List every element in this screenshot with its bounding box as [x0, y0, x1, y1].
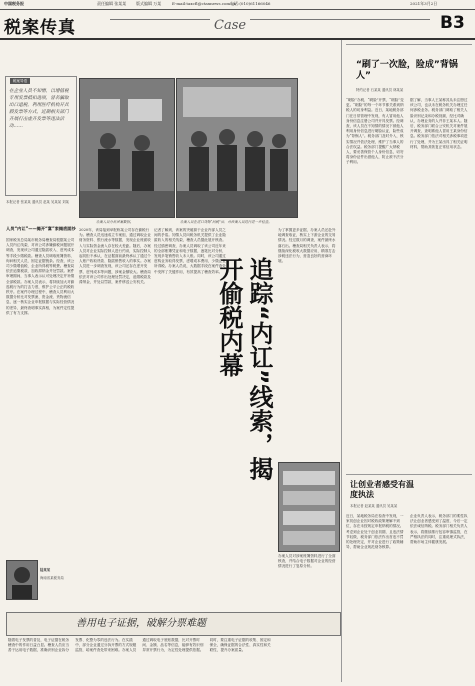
- middle-column-text-4: 办案人员对涉案账簿资料进行了全面核查，并结合电子数据对企业的经营情况进行了复原分析。: [278, 554, 336, 569]
- band-rule-right: [250, 19, 430, 20]
- photo-left-illustration: [80, 79, 174, 217]
- right-byline-top: 特约记者 石某某 通讯员 林某某: [356, 88, 404, 92]
- masthead: [0, 0, 475, 8]
- bottom-article-text: 随着电子发票的普及，电子证据在税务稽查中的作用日益凸显。稽查人员应当善于运用电子数据，准确识别企业拆分发票、化整为零的违法行为。在实践中，部分企业通过分拆开票的方式规避监管，给案件查处带来困难。办案人员通过调取电子底账数据，比对开票时间、金额、品名等信息，能够有效识别异常开票行为，为定性处理提供依据。同时，要注重电子证据的收集、固定和保全，确保证据的合法性、真实性和关联性，提升办案质量。: [8, 638, 271, 653]
- left-column-text: 国家税务总局某市税务局稽查局根据某公司人员内讧线索，对该公司涉嫌偷税问题展开调查，发现该公司通过隐匿收入、虚列成本等手段少缴税款。稽查人员调取账簿资料、询问相关人员，固定证据链条。经查，该公司少缴增值税、企业所得税等税费。稽查局依法追缴税款、加收滞纳金并处罚款。案件审理期间，当事人表示认可处理决定并补缴全部税款。办案人员表示，将持续加大对偷逃税行为的打击力度，维护公平公正的税收秩序。在案件办理过程中，稽查人员利用大数据分析比对发票流、资金流、货物流信息，逐一核实企业申报数据与实际经营情况的差异，最终查明事实真相，为案件定性提供了有力支撑。: [6, 238, 75, 315]
- portrait-title: 海南省某税务局: [40, 576, 64, 580]
- author-portrait: [6, 560, 38, 600]
- email: E-mail:taxcfl@ctaxnews.com.cn: [172, 1, 237, 6]
- photo-right: [176, 78, 298, 218]
- photo-left-caption: 办案人员分析涉案数据。: [96, 220, 134, 224]
- right-headline-bottom: 让创业者感受有温度执法: [350, 480, 414, 499]
- photo-left: [79, 78, 175, 218]
- right-top-rule: [346, 44, 472, 45]
- date: 2021年3月2日: [410, 1, 438, 6]
- subhead: 人员“内讧”——揭开“富”家揭底面纱: [6, 226, 76, 231]
- layout-editor: 版式编辑 万某: [136, 1, 162, 6]
- photo-small: [278, 462, 340, 552]
- right-column-text-3: 近日，某地税务局在检查中发现，一家初创企业因对税收政策理解不到位，存在未按规定申报纳税的情况。考虑到企业处于创业初期，且违法情节轻微，税务部门依法作出首违不罚的处理决定，并对企业进行了政策辅导，帮助企业规范财务核算。: [346, 514, 404, 550]
- photo-right-caption: 办案人员在进口货物“问税”后，对涉案人员进行进一步检查。: [180, 220, 272, 224]
- photo-right-illustration: [177, 79, 297, 217]
- intro-text: 在企业人员不知情，以增值税专用发票抵扣进项，冒名骗取出口退税，利用医疗机构开具假发票等方式，近期相关部门开展打击虚开发票等违法活动……: [9, 89, 69, 129]
- right-byline-bottom: 本报记者 赵某某 通讯员 吴某某: [350, 504, 398, 508]
- right-column-text-2: 据了解，当事人王某称其从未注册过该公司，也从未在税务机关办理过任何涉税业务。税务部门调取了相关人脸识别记录和办税视频，经比对确认，办理业务的人并非王某本人。随后，税务部门联合公安机关对案件展开调查，查明系他人冒用王某身份信息。税务部门依法对相关涉税事项进行了处理，并为王某出具了相关证明材料，帮助其恢复正常信用状态。: [410, 98, 468, 149]
- editor: 责任编辑 张某某: [97, 1, 127, 6]
- portrait-name: 陆某某: [40, 568, 51, 572]
- band-rule-left: [110, 19, 210, 20]
- right-headline-top: “刷了一次脸，险成”背锅人”: [356, 60, 458, 81]
- author-line: 本报记者 张某某 通讯员 赵某 吴某某 刘某: [6, 200, 70, 204]
- middle-column-text-3: 为了掌握更多证据，办案人员还赴外地调查取证，核实上下游企业的交易情况。经过数月的调查，案件最终水落石出。稽查局相关负责人表示，将继续深化税收大数据应用，精准打击涉税违法行为，营造良好的营商环境。: [278, 228, 336, 264]
- middle-column-text-1: 2020年，该局接到举报称某公司存在偷税行为。稽查人员迅速成立专案组，通过调取企业财务资料、银行流水等数据，发现企业账面收入与实际资金流入存在较大差距。随后，办案人员对企业实际控制人进行约谈，实际控制人起初拒不承认，在证据面前最终承认了通过个人账户收取货款、隐匿销售收入的事实。办案人员进一步调查发现，该公司还存在虚开发票、虚列成本等问题，涉案金额较大。稽查局依法对该公司作出处理处罚决定，追缴税款及滞纳金，并处以罚款，案件移送公安机关。: [79, 228, 151, 285]
- right-column-text-1: “刷脸”办税、“刷脸”开票，“刷脸”变更。“刷脸”的每一个环节都关系到纳税人的切身利益。近日，某地税务部门在日常管理中发现，有人冒用他人身份信息注册公司并开具发票。经调查，该人员在不知情的情况下被他人利用身份信息进行刷脸认证，险些成为“背锅人”。税务部门及时介入，核实情况并依法处理，维护了当事人的合法权益。税务部门提醒广大纳税人，要妥善保管个人身份信息，切勿将身份证件出借他人，防止被不法分子利用。: [346, 98, 404, 165]
- case-word: Case: [214, 18, 247, 33]
- paper-name: 中国税务报: [4, 1, 24, 6]
- photo-small-illustration: [279, 463, 339, 551]
- bottom-strip-title: 善用电子证据，破解分票难题: [76, 618, 206, 629]
- right-column-text-4: 企业负责人表示，税务部门的柔性执法让创业者感受到了温度，今后一定依法诚信纳税。税务部门相关负责人表示，将继续推行包容审慎监管，在严格执法的同时，注重说理式执法，帮助市场主体健康发展。: [410, 514, 468, 545]
- section-title: 税案传真: [4, 18, 76, 38]
- right-mid-rule: [346, 474, 472, 475]
- column-divider: [341, 40, 342, 682]
- intro-label: 税案导语: [10, 78, 30, 84]
- page-number: B3: [440, 13, 465, 33]
- portrait-illustration: [7, 561, 37, 599]
- middle-column-text-2: 记者了解到，该案的突破源于企业内部人员之间的矛盾。知情人员向税务机关提供了企业隐匿收入的相关线索，稽查人员据此展开核查。经过缜密调查，办案人员调取了该公司近年来的全部账簿凭证和电子数据，逐笔比对分析，发现多笔销售收入未入账。同时，该公司通过虚构业务取得发票，虚增成本费用，少缴企业所得税。办案人员说，大数据手段在案件查处中发挥了关键作用，有效提高了稽查效率。: [154, 228, 226, 274]
- main-headline: 追踪“内讧”线索，揭开偷税内幕: [215, 257, 273, 481]
- phone: 电话:(010)61166046: [230, 1, 271, 6]
